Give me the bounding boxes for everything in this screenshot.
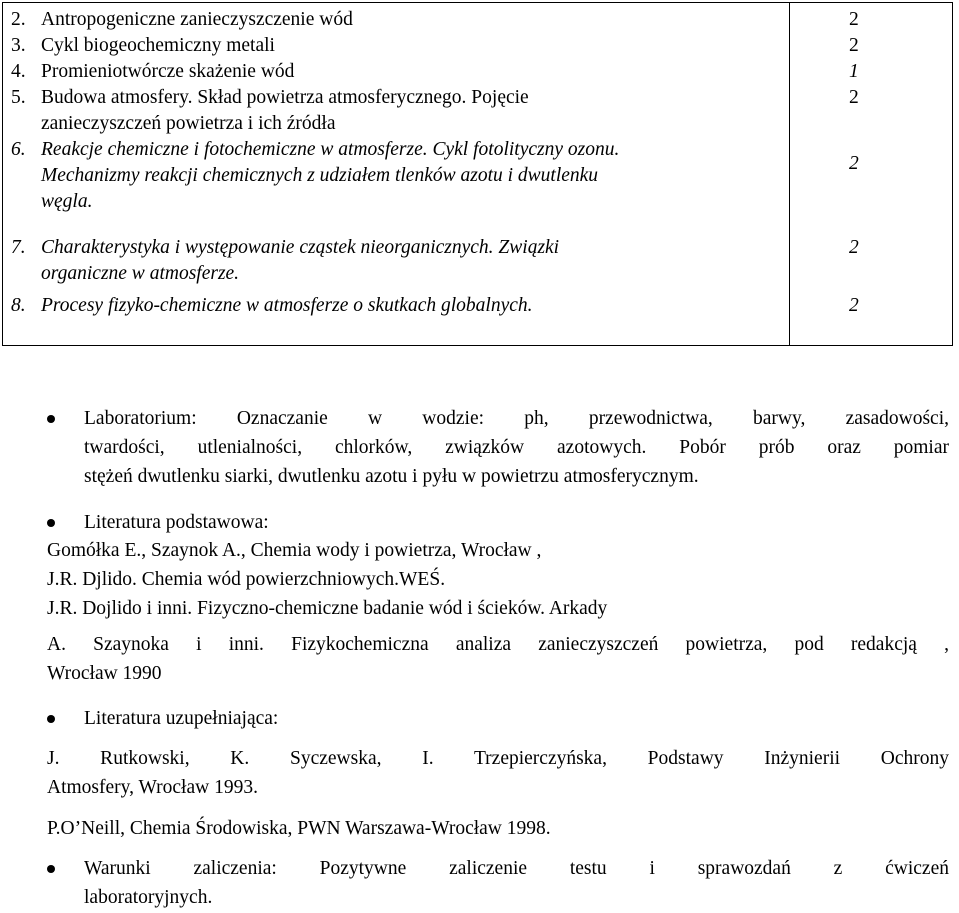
topic-hours: 2: [849, 295, 859, 316]
topic-text: Promieniotwórcze skażenie wód: [41, 61, 295, 82]
paragraph-line: stężeń dwutlenku siarki, dwutlenku azotu i pyłu w powietrzu atmosferycznym.: [84, 466, 699, 487]
conditions-paragraph: [84, 854, 949, 912]
topic-number: 7.: [11, 237, 26, 258]
topic-text: Antropogeniczne zanieczyszczenie wód: [41, 9, 353, 30]
literature-list: [47, 536, 949, 623]
topic-text: Charakterystyka i występowanie cząstek nieorganicznych. Związki: [41, 237, 560, 258]
topic-hours: 1: [849, 61, 859, 82]
paragraph-line: Warunki zaliczenia: Pozytywne zaliczenie testu i sprawozdań z ćwiczeń: [84, 858, 949, 879]
topic-number: 2.: [11, 9, 26, 30]
topic-number: 6.: [11, 139, 26, 160]
paragraph-line: laboratoryjnych.: [84, 887, 213, 908]
topic-row: [11, 137, 786, 215]
topic-row: [11, 59, 786, 85]
topic-number: 4.: [11, 61, 26, 82]
literature-item: J.R. Djlido. Chemia wód powierzchniowych.WEŚ.: [47, 569, 446, 590]
topic-row: [11, 235, 786, 287]
paragraph-line: Atmosfery, Wrocław 1993.: [47, 777, 258, 798]
literature-extra-heading: Literatura uzupełniająca:: [84, 708, 279, 729]
topic-text-continued: zanieczyszczeń powietrza i ich źródła: [41, 113, 336, 134]
topic-hours: 2: [849, 9, 859, 30]
literature-item: [47, 744, 949, 802]
bullet-icon: [47, 865, 55, 873]
table-column-divider: [789, 3, 790, 345]
literature-item: P.O’Neill, Chemia Środowiska, PWN Warszawa-Wrocław 1998.: [47, 818, 551, 839]
topic-hours: 2: [849, 237, 859, 258]
paragraph-line: Wrocław 1990: [47, 663, 162, 684]
laboratory-paragraph: [84, 404, 949, 491]
paragraph-line: A. Szaynoka i inni. Fizykochemiczna analiza zanieczyszczeń powietrza, pod redakcją ,: [47, 634, 949, 655]
paragraph-line: J. Rutkowski, K. Syczewska, I. Trzepierczyńska, Podstawy Inżynierii Ochrony: [47, 748, 949, 769]
topic-row: [11, 7, 786, 33]
topic-text: Procesy fizyko-chemiczne w atmosferze o skutkach globalnych.: [41, 295, 533, 316]
bullet-icon: [47, 715, 55, 723]
topic-text: Cykl biogeochemiczny metali: [41, 35, 275, 56]
topic-row: [11, 293, 786, 319]
topic-hours: 2: [849, 35, 859, 56]
topic-hours: 2: [849, 153, 859, 174]
topic-text-continued: Mechanizmy reakcji chemicznych z udziałem tlenków azotu i dwutlenku: [41, 165, 599, 186]
topic-row: [11, 33, 786, 59]
literature-item: Gomółka E., Szaynok A., Chemia wody i powietrza, Wrocław ,: [47, 540, 542, 561]
topics-table: [2, 2, 953, 346]
topic-text: Budowa atmosfery. Skład powietrza atmosferycznego. Pojęcie: [41, 87, 529, 108]
topic-text: Reakcje chemiczne i fotochemiczne w atmosferze. Cykl fotolityczny ozonu.: [41, 139, 620, 160]
topic-text-continued: organiczne w atmosferze.: [41, 263, 240, 284]
topic-number: 8.: [11, 295, 26, 316]
topic-number: 3.: [11, 35, 26, 56]
literature-item: [47, 630, 949, 688]
bullet-icon: [47, 415, 55, 423]
topic-text-continued: węgla.: [41, 191, 93, 212]
topic-row: [11, 85, 786, 137]
paragraph-line: twardości, utlenialności, chlorków, związków azotowych. Pobór prób oraz pomiar: [84, 437, 949, 458]
literature-basic-heading: Literatura podstawowa:: [84, 512, 269, 533]
bullet-icon: [47, 519, 55, 527]
paragraph-line: Laboratorium: Oznaczanie w wodzie: ph, przewodnictwa, barwy, zasadowości,: [84, 408, 949, 429]
topic-hours: 2: [849, 87, 859, 108]
literature-item: J.R. Dojlido i inni. Fizyczno-chemiczne badanie wód i ścieków. Arkady: [47, 598, 608, 619]
topic-number: 5.: [11, 87, 26, 108]
